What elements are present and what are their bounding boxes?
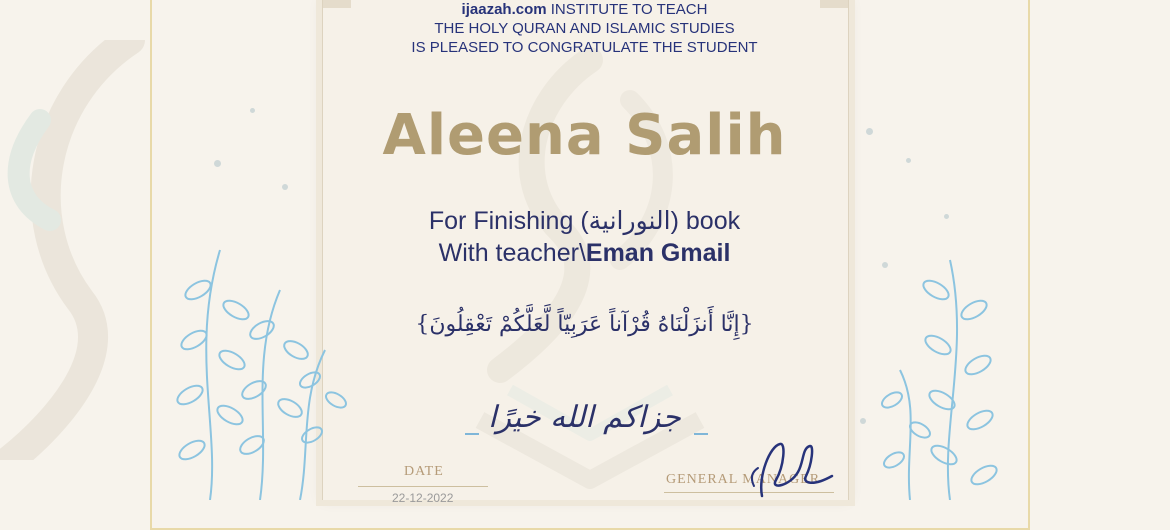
- leaf-branch-left: [150, 230, 350, 500]
- header-line-2: THE HOLY QURAN AND ISLAMIC STUDIES: [434, 20, 735, 37]
- institute-header: [322, 0, 847, 57]
- date-rule: [358, 486, 488, 487]
- header-line-1-rest: INSTITUTE TO TEACH: [546, 1, 708, 18]
- teacher-name: Eman Gmail: [585, 239, 731, 267]
- manager-signature: [740, 436, 840, 500]
- student-name: Aleena Salih: [382, 103, 787, 168]
- decor-dot: [860, 418, 866, 424]
- decor-dot: [944, 214, 949, 219]
- finishing-line: [322, 205, 847, 237]
- blessing-text: جزاكم الله خيرًا: [488, 400, 681, 435]
- book-name: (النورانية): [580, 207, 679, 235]
- background-calligraphy-swash: [0, 40, 170, 460]
- brand-name: ijaazah.com: [461, 1, 547, 18]
- finishing-suffix: book: [678, 207, 741, 235]
- date-label: DATE: [404, 464, 444, 479]
- general-manager-label: GENERAL MANAGER: [666, 472, 821, 487]
- decor-dot: [250, 108, 255, 113]
- decor-dot: [866, 128, 873, 135]
- teacher-line: [322, 237, 847, 269]
- quran-verse: {إِنَّا أَنزَلْنَاهُ قُرْآناً عَرَبِيّاً لَّعَلَّكُمْ تَعْقِلُونَ}: [415, 312, 754, 337]
- decor-dot: [214, 160, 221, 167]
- teacher-prefix: With teacher\: [438, 239, 586, 267]
- header-line-3: IS PLEASED TO CONGRATULATE THE STUDENT: [411, 39, 758, 56]
- decor-dot: [906, 158, 911, 163]
- course-description: [322, 205, 847, 269]
- decor-dot: [282, 184, 288, 190]
- finishing-prefix: For Finishing: [428, 207, 581, 235]
- date-value: 22-12-2022: [392, 491, 454, 505]
- blessing-dash-right: [694, 433, 708, 435]
- leaf-branch-right: [880, 250, 1040, 500]
- header-line-1: [322, 0, 847, 19]
